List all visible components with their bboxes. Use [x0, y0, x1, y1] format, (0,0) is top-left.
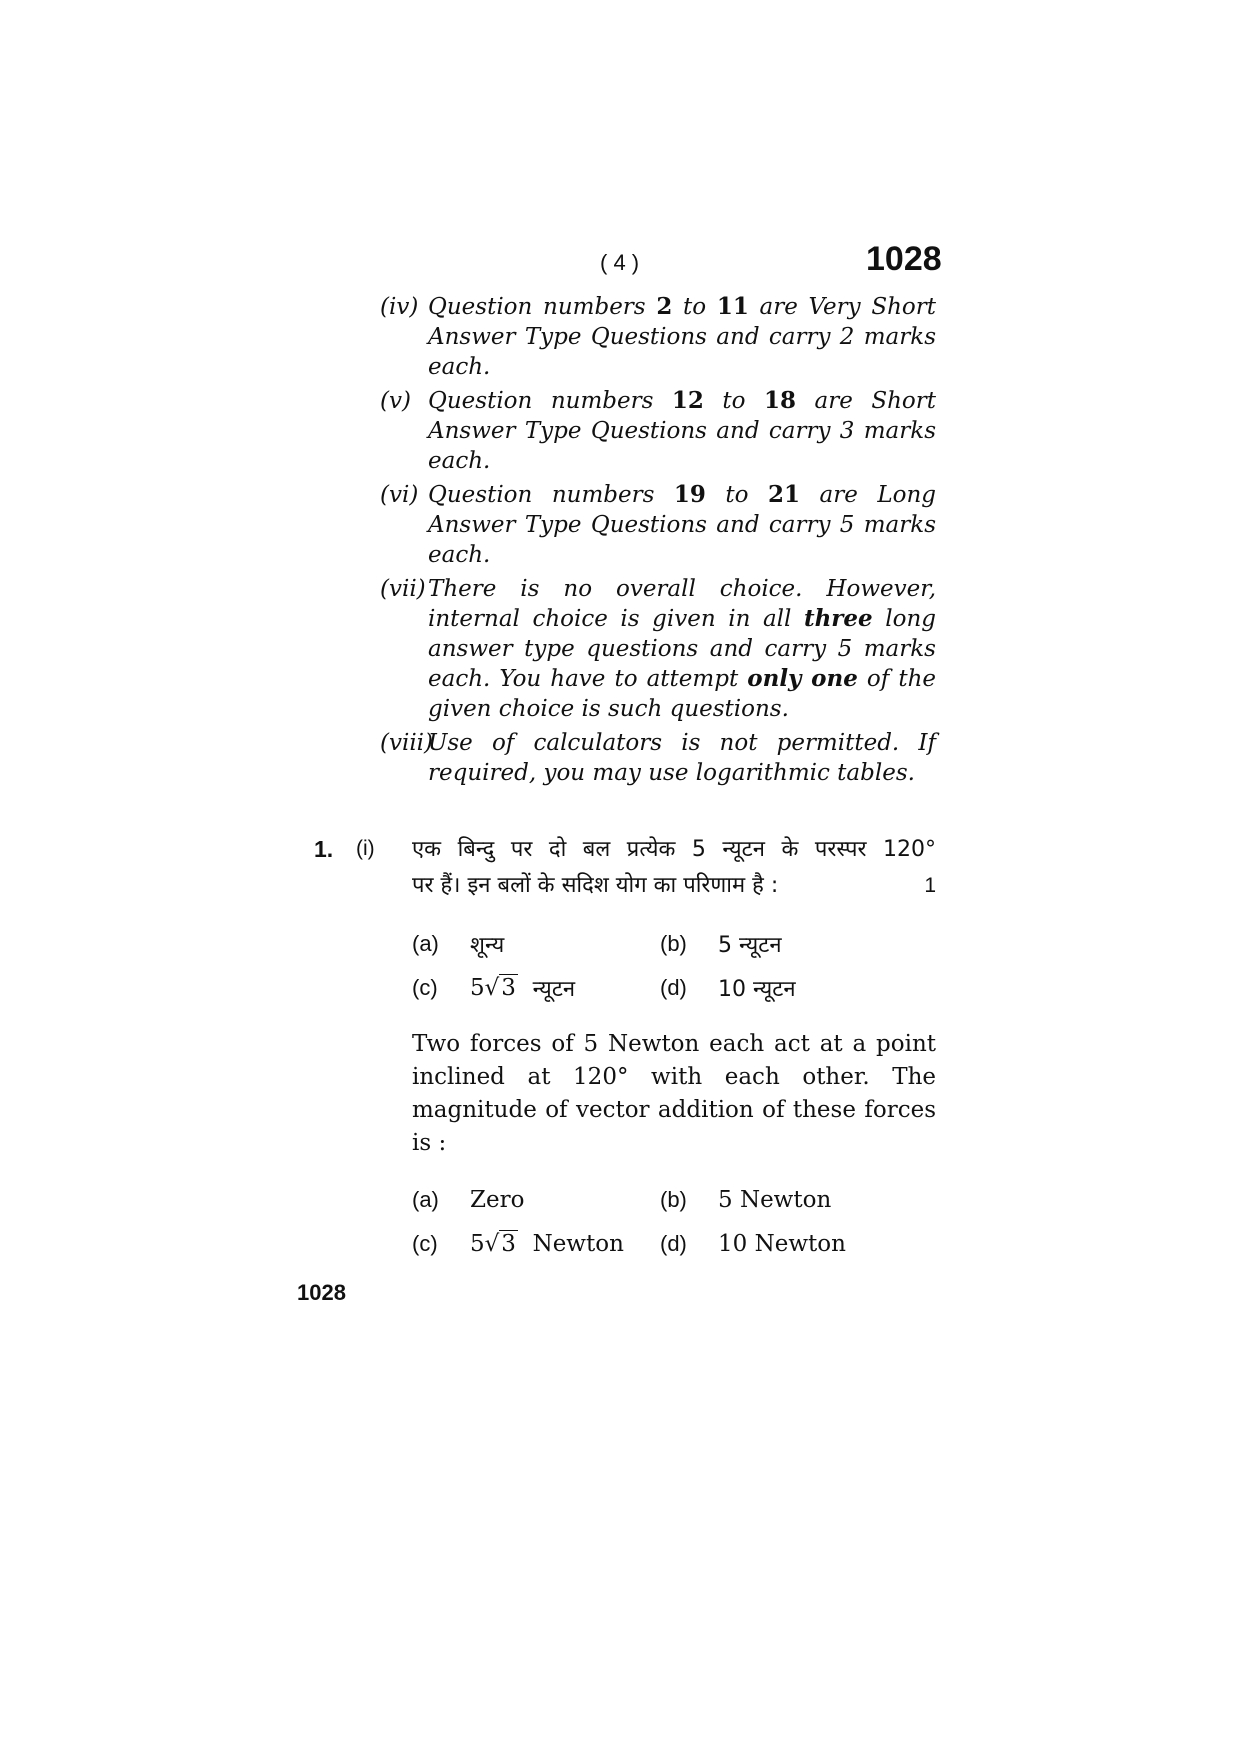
question-part: (i): [356, 837, 375, 860]
paper-code-header: 1028: [866, 240, 942, 278]
marks: 1: [924, 874, 936, 897]
instruction-number: (vi): [380, 482, 419, 508]
instruction-item: (vii) There is no overall choice. However, internal choice is given in all three long answer type questions and carry 5 marks each. You have to attempt only one of the given choice is such questions.: [380, 576, 936, 722]
option-row: [412, 1178, 936, 1222]
question-body: [412, 832, 936, 1266]
option-a-english: (a) Zero: [412, 1187, 525, 1213]
option-a-hindi: (a) शून्य: [412, 931, 505, 958]
instruction-item: (viii) Use of calculators is not permitted. If required, you may use logarithmic tables.: [380, 730, 936, 786]
question-text-hindi-line-1: एक बिन्दु पर दो बल प्रत्येक 5 न्यूटन के परस्पर 120°: [412, 837, 936, 862]
option-b-english: (b) 5 Newton: [660, 1187, 832, 1213]
english-options: [412, 1178, 936, 1266]
instruction-item: (v) Question numbers 12 to 18 are Short Answer Type Questions and carry 3 marks each.: [380, 387, 936, 474]
sqrt-symbol: √3: [484, 1231, 516, 1257]
option-row: [412, 966, 936, 1010]
instruction-item: (vi) Question numbers 19 to 21 are Long Answer Type Questions and carry 5 marks each.: [380, 481, 936, 568]
instruction-number: (v): [380, 388, 411, 414]
question-text-hindi-line-2: पर हैं। इन बलों के सदिश योग का परिणाम है : 1: [412, 868, 936, 904]
hindi-options: [412, 922, 936, 1010]
question-text-english: Two forces of 5 Newton each act at a point inclined at 120° with each other. The magnitude of vector addition of these forces is :: [412, 1031, 936, 1156]
option-row: [412, 1222, 936, 1266]
instruction-number: (iv): [380, 294, 419, 320]
option-row: [412, 922, 936, 966]
instruction-item: (iv) Question numbers 2 to 11 are Very Short Answer Type Questions and carry 2 marks each.: [380, 293, 936, 380]
instruction-number: (viii): [380, 730, 434, 756]
option-c-english: (c) 5√3 Newton: [412, 1231, 624, 1257]
instruction-number: (vii): [380, 576, 426, 602]
option-b-hindi: (b) 5 न्यूटन: [660, 931, 782, 958]
question-number: 1.: [314, 836, 334, 862]
option-d-english: (d) 10 Newton: [660, 1231, 846, 1257]
instructions-list: [380, 292, 936, 792]
option-d-hindi: (d) 10 न्यूटन: [660, 975, 796, 1002]
page-number: ( 4 ): [600, 250, 640, 275]
option-c-hindi: (c) 5√3 न्यूटन: [412, 975, 576, 1002]
paper-code-footer: 1028: [297, 1280, 346, 1305]
sqrt-symbol: √3: [484, 975, 516, 1001]
